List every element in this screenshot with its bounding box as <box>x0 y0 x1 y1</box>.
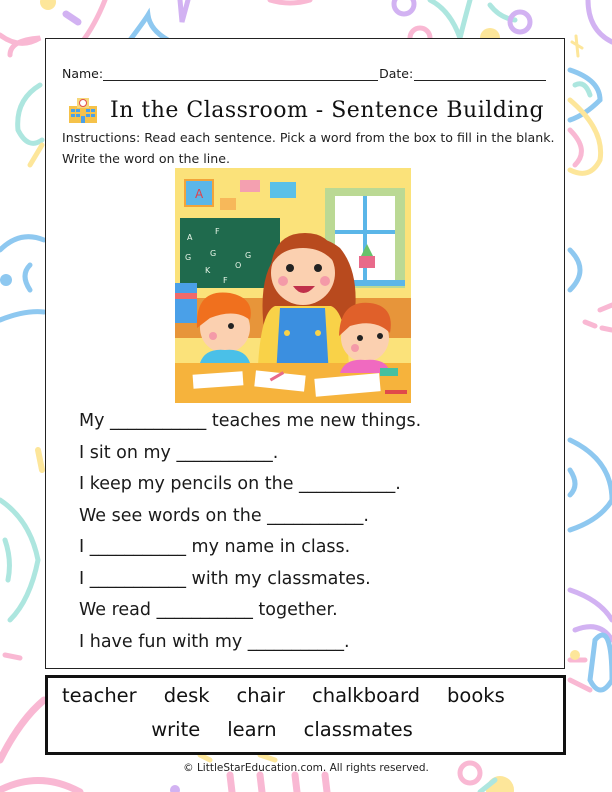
svg-text:K: K <box>205 266 211 275</box>
sentence-7[interactable]: We read ___________ together. <box>79 600 338 620</box>
sentence-8[interactable]: I have fun with my ___________. <box>79 631 350 652</box>
title-text: In the Classroom - Sentence Building <box>110 97 545 123</box>
word-books: books <box>447 684 505 707</box>
word-teacher: teacher <box>62 684 137 707</box>
svg-text:F: F <box>223 276 228 285</box>
word-classmates: classmates <box>303 718 413 741</box>
svg-text:A: A <box>187 233 193 242</box>
sentence-list <box>79 406 421 658</box>
word-bank-row-2 <box>48 718 563 741</box>
name-field-line[interactable] <box>103 66 378 81</box>
date-label: Date: <box>379 66 414 81</box>
word-bank <box>45 675 566 755</box>
svg-text:F: F <box>215 227 220 236</box>
classroom-illustration <box>175 168 411 403</box>
instructions-text: Instructions: Read each sentence. Pick a word from the box to fill in the blank. Write the word on the line. <box>62 130 555 166</box>
name-date-row <box>62 61 552 81</box>
sentence-3[interactable]: I keep my pencils on the ___________. <box>79 474 401 494</box>
svg-text:O: O <box>235 261 242 270</box>
word-chair: chair <box>236 684 285 707</box>
sentence-6[interactable]: I ___________ with my classmates. <box>79 568 371 589</box>
worksheet-page <box>45 38 565 669</box>
svg-text:G: G <box>185 253 192 262</box>
word-chalkboard: chalkboard <box>311 684 421 707</box>
sentence-5[interactable]: I ___________ my name in class. <box>79 537 351 557</box>
word-write: write <box>151 718 201 741</box>
sentence-1[interactable]: My ___________ teaches me new things. <box>79 411 422 431</box>
sentence-4[interactable]: We see words on the ___________. <box>79 505 369 526</box>
word-bank-row-1 <box>62 684 532 707</box>
word-learn: learn <box>227 718 277 741</box>
sentence-2[interactable]: I sit on my ___________. <box>79 442 279 463</box>
word-desk: desk <box>163 684 210 707</box>
page-title <box>68 94 544 126</box>
copyright-footer: © LittleStarEducation.com. All rights reserved. <box>183 762 429 774</box>
svg-text:G: G <box>245 251 252 260</box>
school-building-icon <box>68 97 98 123</box>
svg-text:G: G <box>210 249 217 258</box>
name-label: Name: <box>62 66 104 81</box>
date-field-line[interactable] <box>414 66 546 81</box>
svg-text:A: A <box>195 187 204 201</box>
